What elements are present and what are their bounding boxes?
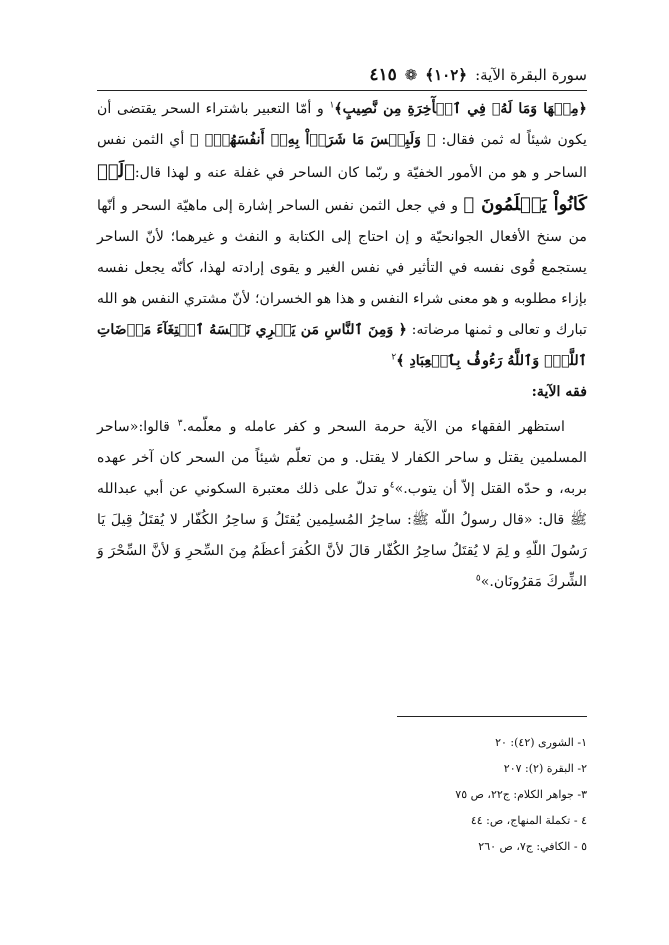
quran-verse: ﴿لَوۡ كَانُواْ يَعۡلَمُونَ ﴾ — [97, 161, 587, 215]
footnote-ref: ٥ — [475, 573, 481, 584]
paragraph-text: و في جعل الثمن نفس الساحر إشارة إلى ماهيّة السحر و أنّها من سنخ الأفعال الجوانحيّة و إن احتاج إلى الكتابة و النفث و غيرهما؛ لأنّ الساحر يستجمع قُوى نفسه في التأثير في نفس الغير و يقوى إرادته لهذا، كأنّه يجعل نفسه بإزاء مطلوبه و هو معنى شراء النفس و هذا هو الخسران؛ لأنّ مشتري النفس هو الله تبارك و تعالى و ثمنها مرضاته: — [97, 198, 587, 338]
footnote-divider — [397, 716, 587, 717]
footnote-ref: ٢ — [391, 352, 397, 363]
footnote-item: ٤ - تكملة المنهاج، ص: ٤٤ — [470, 814, 587, 827]
paragraph-text: أي الثمن نفس الساحر و هو من الأمور الخفيّة و ربّما كان الساحر في غفلة عنه و لهذا قال: — [97, 132, 587, 181]
footnote-ref: ١ — [329, 100, 335, 111]
page-header — [97, 58, 587, 92]
section-heading: فقه الآية: — [531, 384, 587, 400]
jurisprudence-paragraph — [97, 412, 587, 598]
quran-verse: ﴿ وَلَبِئۡسَ مَا شَرَوۡاْ بِهِۦٓ أَنفُسَهُمۡۚ ﴾ — [190, 132, 436, 148]
page-body — [97, 94, 587, 598]
footnote-item: ٥ - الكافي: ج٧، ص ٢٦٠ — [478, 840, 587, 853]
paragraph-text: استظهر الفقهاء من الآية حرمة السحر و كفر عامله و معلّمه. — [182, 419, 565, 435]
verse-reference: ﴿١٠٢﴾ — [425, 66, 468, 84]
header-divider — [97, 90, 587, 91]
surah-title: سورة البقرة الآية: — [475, 66, 587, 84]
quran-verse: ﴿مِنۡهَا وَمَا لَهُۥ فِي ٱلۡأٓخِرَةِ مِن نَّصِيبٍ﴾ — [334, 101, 587, 117]
commentary-paragraph — [97, 94, 587, 377]
flower-ornament-icon: ❁ — [404, 66, 418, 84]
paragraph-text: و تدلّ على ذلك معتبرة السكوني عن أبي عبدالله ﷺ قال: «قال رسولُ اللّه ﷺ: ساحِرُ المُسلِمين يُقتَلُ وَ ساحِرُ الكُفّار لا يُقتَلُ قِيلَ يَا رَسُولَ اللّهِ و لِمَ لا يُقتَلُ ساحِرُ الكُفّار قالَ لأنَّ الكُفرَ أعظَمُ مِنَ السِّحرِ وَ لأنَّ السِّحْرَ وَ الشِّركَ مَقرُونَان.» — [97, 481, 587, 590]
footnote-item: ٢- البقرة (٢): ٢٠٧ — [503, 762, 587, 775]
footnote-item: ٣- جواهر الكلام: ج٢٢، ص ٧٥ — [455, 788, 587, 801]
paragraph-text: قالوا:«ساحر المسلمين يقتل و ساحر الكفار لا يقتل. و من تعلّم شيئاً من السحر كان آخر عهده بربه، و حدّه القتل إلاّ أن يتوب.» — [97, 419, 587, 497]
footnote-ref: ٣ — [177, 418, 183, 429]
quran-verse: ﴿ وَمِنَ ٱلنَّاسِ مَن يَشۡرِي نَفۡسَهُ ٱبۡتِغَآءَ مَرۡضَاتِ ٱللَّهِۗ وَٱللَّهُ رَءُوفُۢ بِٱلۡعِبَادِ ﴾ — [97, 322, 587, 369]
footnote-ref: ٤ — [389, 480, 395, 491]
footnotes — [97, 730, 587, 860]
footnote-item: ١- الشورى (٤٢): ٢٠ — [495, 736, 587, 749]
page-number: ٤١٥ — [369, 65, 397, 85]
paragraph-text: و أمّا التعبير باشتراء السحر يقتضى أن يكون شيئاً له ثمن فقال: — [97, 101, 587, 148]
